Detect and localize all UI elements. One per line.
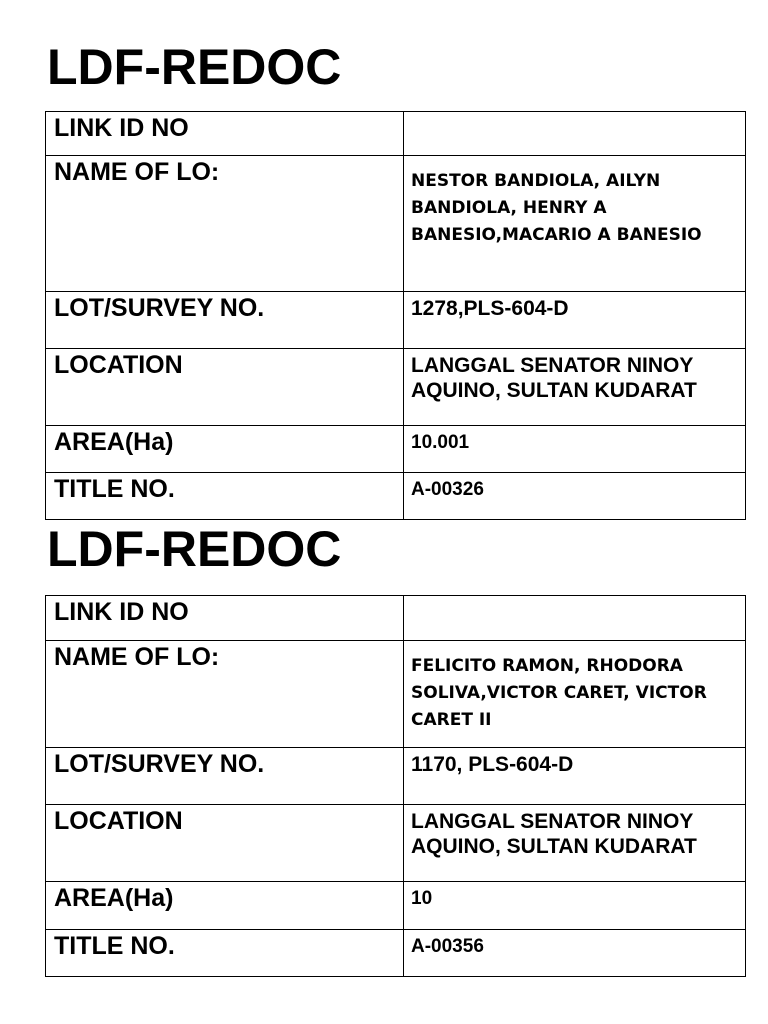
area-value: 10 [404, 882, 746, 930]
title-no-label: TITLE NO. [46, 473, 404, 520]
table-row [46, 426, 746, 473]
lot-survey-label: LOT/SURVEY NO. [46, 292, 404, 349]
location-label: LOCATION [46, 349, 404, 426]
link-id-value [404, 112, 746, 156]
lot-survey-label: LOT/SURVEY NO. [46, 748, 404, 805]
link-id-label: LINK ID NO [46, 112, 404, 156]
area-label: AREA(Ha) [46, 426, 404, 473]
name-of-lo-label: NAME OF LO: [46, 156, 404, 292]
lot-survey-value: 1278,PLS-604-D [404, 292, 746, 349]
location-value: LANGGAL SENATOR NINOY AQUINO, SULTAN KUDARAT [404, 349, 746, 426]
table-row [46, 156, 746, 292]
name-of-lo-value: FELICITO RAMON, RHODORA SOLIVA,VICTOR CARET, VICTOR CARET II [404, 641, 746, 748]
table-row [46, 596, 746, 641]
table-row [46, 349, 746, 426]
area-value: 10.001 [404, 426, 746, 473]
table-row [46, 641, 746, 748]
name-of-lo-label: NAME OF LO: [46, 641, 404, 748]
table-row [46, 473, 746, 520]
record-1-heading: LDF-REDOC [47, 39, 342, 95]
record-1-table [45, 111, 746, 520]
table-row [46, 292, 746, 349]
lot-survey-value: 1170, PLS-604-D [404, 748, 746, 805]
table-row [46, 805, 746, 882]
table-row [46, 112, 746, 156]
area-label: AREA(Ha) [46, 882, 404, 930]
location-label: LOCATION [46, 805, 404, 882]
location-value: LANGGAL SENATOR NINOY AQUINO, SULTAN KUDARAT [404, 805, 746, 882]
table-row [46, 882, 746, 930]
table-row [46, 748, 746, 805]
title-no-label: TITLE NO. [46, 930, 404, 977]
name-of-lo-value: NESTOR BANDIOLA, AILYN BANDIOLA, HENRY A BANESIO,MACARIO A BANESIO [404, 156, 746, 292]
link-id-value [404, 596, 746, 641]
record-2-table [45, 595, 746, 977]
table-row [46, 930, 746, 977]
link-id-label: LINK ID NO [46, 596, 404, 641]
record-2-heading: LDF-REDOC [47, 521, 342, 577]
title-no-value: A-00326 [404, 473, 746, 520]
title-no-value: A-00356 [404, 930, 746, 977]
